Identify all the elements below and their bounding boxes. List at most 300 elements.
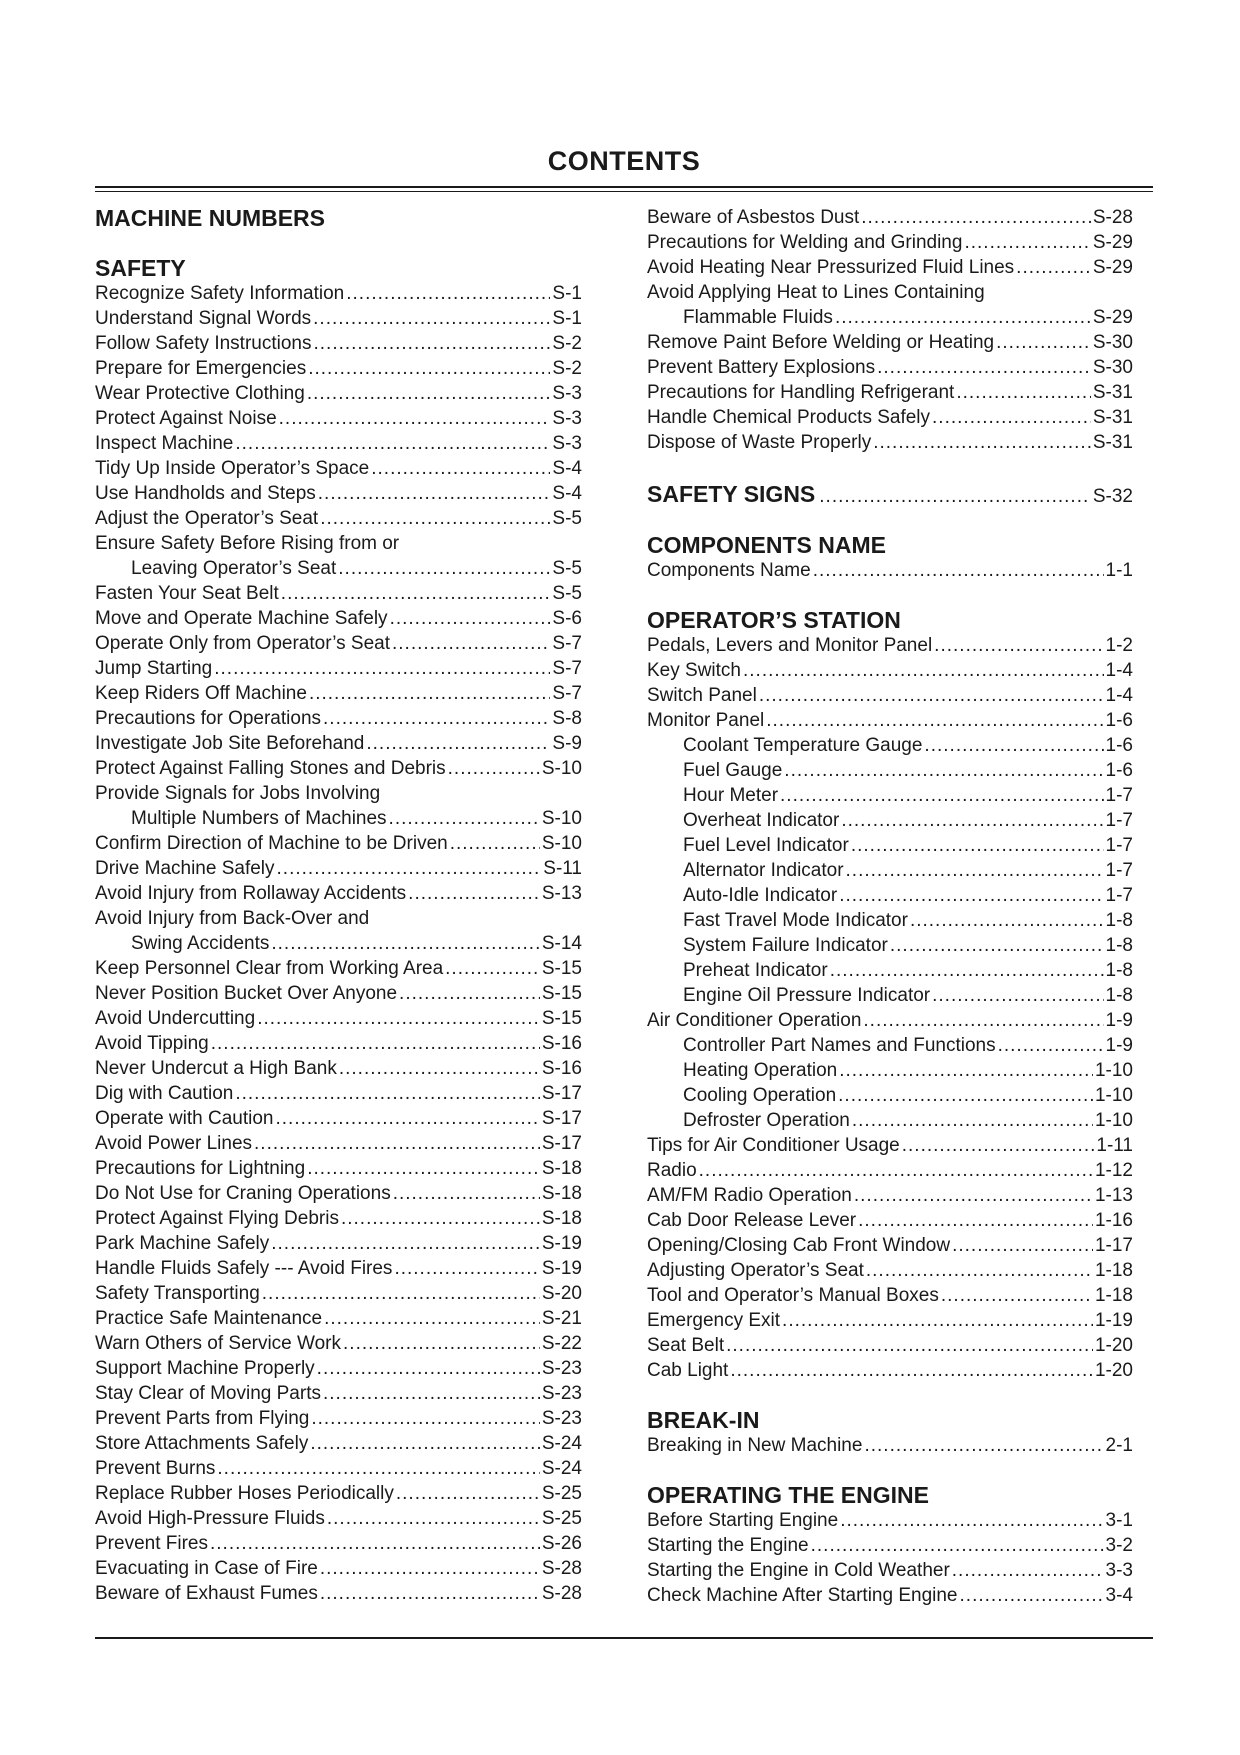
- page-number: S-29: [1092, 307, 1133, 328]
- toc-entry[interactable]: [647, 355, 1133, 380]
- toc-entry-label: Adjusting Operator’s Seat: [647, 1260, 864, 1281]
- toc-entry-label: Park Machine Safely: [95, 1233, 270, 1254]
- toc-entry[interactable]: [95, 806, 582, 831]
- top-rule-thin: [95, 191, 1153, 192]
- toc-entry[interactable]: [95, 406, 582, 431]
- section-heading-break-in[interactable]: BREAK-IN: [647, 1407, 760, 1433]
- page-number: 1-8: [1105, 935, 1133, 956]
- toc-entry[interactable]: [647, 405, 1133, 430]
- toc-entry[interactable]: [647, 1033, 1133, 1058]
- page-number: S-4: [552, 483, 582, 504]
- toc-entry[interactable]: [95, 956, 582, 981]
- section-heading-operators-station[interactable]: OPERATOR’S STATION: [647, 607, 901, 633]
- toc-entry-line[interactable]: [647, 280, 1133, 305]
- dot-leader: [394, 1256, 539, 1281]
- toc-entry[interactable]: [95, 731, 582, 756]
- toc-entry[interactable]: [95, 331, 582, 356]
- dot-leader: [839, 883, 1103, 908]
- left-column: [95, 205, 582, 1606]
- toc-entry[interactable]: [95, 856, 582, 881]
- dot-leader: [932, 983, 1103, 1008]
- dot-leader: [759, 683, 1104, 708]
- dot-leader: [726, 1333, 1093, 1358]
- toc-entry-label: Avoid Power Lines: [95, 1133, 253, 1154]
- page-number: S-16: [541, 1033, 582, 1054]
- page-number: S-21: [541, 1308, 582, 1329]
- dot-leader: [743, 658, 1104, 683]
- toc-entry-label: Ensure Safety Before Rising from or: [95, 533, 400, 554]
- toc-entry-label: Prevent Fires: [95, 1533, 208, 1554]
- dot-leader: [956, 380, 1091, 405]
- dot-leader: [277, 856, 542, 881]
- page-number: 1-7: [1105, 835, 1133, 856]
- toc-entry-label: Prepare for Emergencies: [95, 358, 307, 379]
- toc-entry[interactable]: [95, 706, 582, 731]
- toc-entry-label: Cab Light: [647, 1360, 729, 1381]
- toc-entry[interactable]: [647, 1058, 1133, 1083]
- toc-entry[interactable]: [647, 1158, 1133, 1183]
- toc-entry[interactable]: [647, 1358, 1133, 1383]
- toc-entry-line[interactable]: [95, 781, 582, 806]
- toc-entry-label: Avoid Injury from Rollaway Accidents: [95, 883, 407, 904]
- section-heading-machine-numbers[interactable]: MACHINE NUMBERS: [95, 205, 325, 231]
- toc-entry[interactable]: [95, 1531, 582, 1556]
- toc-entry-label: Provide Signals for Jobs Involving: [95, 783, 381, 804]
- toc-entry[interactable]: [95, 756, 582, 781]
- toc-entry-label: Starting the Engine in Cold Weather: [647, 1560, 950, 1581]
- toc-entry[interactable]: [647, 1233, 1133, 1258]
- toc-entry[interactable]: [95, 1556, 582, 1581]
- toc-entry[interactable]: [95, 1456, 582, 1481]
- dot-leader: [877, 355, 1091, 380]
- toc-entry[interactable]: [95, 431, 582, 456]
- toc-entry-label: Safety Transporting: [95, 1283, 260, 1304]
- toc-entry[interactable]: [647, 1433, 1133, 1458]
- toc-entry-label: Dispose of Waste Properly: [647, 432, 872, 453]
- toc-entry[interactable]: [95, 1006, 582, 1031]
- engine-toc-list: [647, 1508, 1133, 1608]
- toc-entry[interactable]: [95, 506, 582, 531]
- page-number: 1-10: [1094, 1085, 1133, 1106]
- toc-entry-label: Prevent Parts from Flying: [95, 1408, 310, 1429]
- toc-entry-label: Dig with Caution: [95, 1083, 234, 1104]
- toc-entry-label: Wear Protective Clothing: [95, 383, 305, 404]
- toc-entry[interactable]: [647, 255, 1133, 280]
- toc-entry-label: Starting the Engine: [647, 1535, 809, 1556]
- dot-leader: [210, 1531, 540, 1556]
- dot-leader: [323, 1381, 540, 1406]
- toc-entry[interactable]: [647, 883, 1133, 908]
- toc-entry[interactable]: [95, 1156, 582, 1181]
- toc-entry[interactable]: [95, 556, 582, 581]
- operator-toc-list: [647, 633, 1133, 1383]
- page-number: S-28: [541, 1558, 582, 1579]
- toc-entry[interactable]: [647, 1083, 1133, 1108]
- toc-entry[interactable]: [647, 783, 1133, 808]
- toc-entry-label: Cab Door Release Lever: [647, 1210, 857, 1231]
- page-number: S-31: [1092, 432, 1133, 453]
- toc-entry-label: Tool and Operator’s Manual Boxes: [647, 1285, 939, 1306]
- toc-entry[interactable]: [95, 1281, 582, 1306]
- page-number: S-25: [541, 1483, 582, 1504]
- toc-entry[interactable]: [95, 681, 582, 706]
- page-number: 1-8: [1105, 910, 1133, 931]
- toc-entry-label: Auto-Idle Indicator: [683, 885, 838, 906]
- toc-entry-label: Operate Only from Operator’s Seat: [95, 633, 390, 654]
- page-number: S-7: [552, 633, 582, 654]
- page-number: 1-17: [1094, 1235, 1133, 1256]
- toc-entry[interactable]: [647, 1008, 1133, 1033]
- toc-entry-label: Remove Paint Before Welding or Heating: [647, 332, 995, 353]
- page-number: 1-18: [1094, 1260, 1133, 1281]
- dot-leader: [835, 305, 1091, 330]
- toc-entry[interactable]: [95, 1256, 582, 1281]
- toc-entry[interactable]: [647, 683, 1133, 708]
- toc-entry-label: Flammable Fluids: [683, 307, 833, 328]
- toc-entry[interactable]: [647, 633, 1133, 658]
- dot-leader: [271, 931, 540, 956]
- section-heading-operating-the-engine[interactable]: OPERATING THE ENGINE: [647, 1482, 929, 1508]
- toc-entry-label: Recognize Safety Information: [95, 283, 345, 304]
- toc-entry[interactable]: [647, 1133, 1133, 1158]
- toc-entry-label: Precautions for Lightning: [95, 1158, 306, 1179]
- page-number: S-15: [541, 983, 582, 1004]
- toc-entry-label: Stay Clear of Moving Parts: [95, 1383, 321, 1404]
- page-number: S-23: [541, 1383, 582, 1404]
- toc-entry[interactable]: [95, 1431, 582, 1456]
- toc-entry-label: Use Handholds and Steps: [95, 483, 316, 504]
- toc-entry[interactable]: [95, 281, 582, 306]
- toc-entry-label: Hour Meter: [683, 785, 779, 806]
- toc-entry-label: Support Machine Properly: [95, 1358, 315, 1379]
- page-number: 3-2: [1105, 1535, 1133, 1556]
- toc-entry-label: Fast Travel Mode Indicator: [683, 910, 908, 931]
- toc-entry-label: Avoid Undercutting: [95, 1008, 256, 1029]
- page-number: S-20: [541, 1283, 582, 1304]
- toc-entry[interactable]: [95, 831, 582, 856]
- page-number: 1-13: [1094, 1185, 1133, 1206]
- dot-leader: [393, 1181, 540, 1206]
- toc-entry[interactable]: [647, 1183, 1133, 1208]
- page-number: S-3: [552, 383, 582, 404]
- dot-leader: [346, 281, 550, 306]
- page-number: S-28: [1092, 207, 1133, 228]
- toc-entry[interactable]: [647, 858, 1133, 883]
- page-number: 1-6: [1105, 710, 1133, 731]
- page-number: S-28: [541, 1583, 582, 1604]
- page-number: 1-6: [1105, 760, 1133, 781]
- page-number: 1-10: [1094, 1110, 1133, 1131]
- dot-leader: [317, 1356, 540, 1381]
- dot-leader: [864, 1433, 1103, 1458]
- toc-entry-label: Alternator Indicator: [683, 860, 844, 881]
- toc-entry[interactable]: [95, 581, 582, 606]
- page-number: 1-8: [1105, 960, 1133, 981]
- toc-entry-label: Tidy Up Inside Operator’s Space: [95, 458, 370, 479]
- toc-entry[interactable]: [95, 1481, 582, 1506]
- dot-leader: [323, 706, 550, 731]
- toc-entry[interactable]: [95, 1131, 582, 1156]
- dot-leader: [924, 733, 1103, 758]
- toc-entry[interactable]: [95, 1031, 582, 1056]
- page-number: S-25: [541, 1508, 582, 1529]
- toc-entry[interactable]: [647, 230, 1133, 255]
- toc-entry[interactable]: [647, 1283, 1133, 1308]
- toc-entry[interactable]: [647, 1258, 1133, 1283]
- toc-entry-label: Beware of Asbestos Dust: [647, 207, 860, 228]
- page-number: 1-4: [1105, 660, 1133, 681]
- page-number: S-30: [1092, 332, 1133, 353]
- toc-entry-label: Monitor Panel: [647, 710, 765, 731]
- dot-leader: [320, 1581, 540, 1606]
- dot-leader: [934, 633, 1103, 658]
- page-number: S-9: [552, 733, 582, 754]
- dot-leader: [840, 1508, 1103, 1533]
- dot-leader: [307, 381, 551, 406]
- page-number: S-26: [541, 1533, 582, 1554]
- dot-leader: [311, 1406, 540, 1431]
- toc-entry[interactable]: [95, 356, 582, 381]
- dot-leader: [320, 1556, 540, 1581]
- page-number: S-11: [543, 858, 582, 879]
- right-column: [647, 205, 1133, 1608]
- dot-leader: [341, 1206, 540, 1231]
- toc-entry[interactable]: [647, 708, 1133, 733]
- page-number: S-24: [541, 1433, 582, 1454]
- toc-entry[interactable]: [95, 1381, 582, 1406]
- page-number: 1-18: [1094, 1285, 1133, 1306]
- dot-leader: [960, 1583, 1104, 1608]
- toc-entry[interactable]: [95, 1306, 582, 1331]
- toc-entry[interactable]: [647, 558, 1133, 583]
- toc-entry[interactable]: [95, 1056, 582, 1081]
- toc-entry[interactable]: [647, 733, 1133, 758]
- dot-leader: [861, 205, 1091, 230]
- break-in-toc-list: [647, 1433, 1133, 1458]
- toc-entry[interactable]: [647, 958, 1133, 983]
- page-number: S-23: [541, 1408, 582, 1429]
- toc-entry[interactable]: [647, 758, 1133, 783]
- page-number: 1-20: [1094, 1335, 1133, 1356]
- toc-entry[interactable]: [647, 1583, 1133, 1608]
- toc-entry[interactable]: [95, 881, 582, 906]
- toc-entry-label: Cooling Operation: [683, 1085, 837, 1106]
- toc-entry-line[interactable]: [95, 906, 582, 931]
- toc-entry[interactable]: [95, 381, 582, 406]
- toc-entry[interactable]: [647, 1208, 1133, 1233]
- toc-entry[interactable]: [647, 933, 1133, 958]
- page-number: S-15: [541, 1008, 582, 1029]
- page-number: S-18: [541, 1183, 582, 1204]
- dot-leader: [998, 1033, 1104, 1058]
- toc-entry[interactable]: [647, 305, 1133, 330]
- toc-entry-label: Adjust the Operator’s Seat: [95, 508, 319, 529]
- toc-entry-label: Protect Against Noise: [95, 408, 277, 429]
- dot-leader: [784, 758, 1103, 783]
- toc-entry-label: Avoid Heating Near Pressurized Fluid Lines: [647, 257, 1015, 278]
- dot-leader: [308, 356, 550, 381]
- toc-entry-label: Fuel Level Indicator: [683, 835, 849, 856]
- toc-entry-label: Handle Fluids Safely --- Avoid Fires: [95, 1258, 393, 1279]
- toc-entry[interactable]: [95, 1506, 582, 1531]
- page-number: 1-9: [1105, 1035, 1133, 1056]
- toc-entry[interactable]: [647, 430, 1133, 455]
- toc-entry-label: Precautions for Welding and Grinding: [647, 232, 963, 253]
- toc-entry[interactable]: [647, 658, 1133, 683]
- toc-entry[interactable]: [647, 330, 1133, 355]
- toc-entry-label: AM/FM Radio Operation: [647, 1185, 852, 1206]
- toc-entry[interactable]: [647, 908, 1133, 933]
- toc-entry[interactable]: [647, 808, 1133, 833]
- page-number: S-29: [1092, 232, 1133, 253]
- dot-leader: [399, 981, 540, 1006]
- page-number: S-10: [541, 758, 582, 779]
- toc-entry-label: Air Conditioner Operation: [647, 1010, 862, 1031]
- dot-leader: [852, 1108, 1093, 1133]
- dot-leader: [366, 731, 550, 756]
- toc-entry[interactable]: [95, 1181, 582, 1206]
- toc-entry-label: Never Undercut a High Bank: [95, 1058, 337, 1079]
- toc-entry[interactable]: [95, 1406, 582, 1431]
- page-title: CONTENTS: [547, 146, 701, 176]
- dot-leader: [279, 406, 551, 431]
- section-heading-components-name[interactable]: COMPONENTS NAME: [647, 532, 886, 558]
- toc-entry[interactable]: [95, 606, 582, 631]
- toc-entry[interactable]: [647, 1533, 1133, 1558]
- dot-leader: [932, 405, 1091, 430]
- toc-entry[interactable]: [95, 656, 582, 681]
- page-number: S-15: [541, 958, 582, 979]
- dot-leader: [211, 1031, 540, 1056]
- page-number: 3-1: [1105, 1510, 1133, 1531]
- toc-entry-label: Drive Machine Safely: [95, 858, 275, 879]
- toc-entry[interactable]: [647, 983, 1133, 1008]
- page-number: 1-9: [1105, 1010, 1133, 1031]
- toc-entry-label: Overheat Indicator: [683, 810, 840, 831]
- toc-entry[interactable]: [647, 1333, 1133, 1358]
- toc-entry[interactable]: [95, 1356, 582, 1381]
- page-number: S-14: [541, 933, 582, 954]
- page-number: S-31: [1092, 382, 1133, 403]
- dot-leader: [313, 306, 550, 331]
- toc-entry-label: Breaking in New Machine: [647, 1435, 863, 1456]
- toc-entry[interactable]: [95, 456, 582, 481]
- page-number: S-8: [552, 708, 582, 729]
- page-number: S-1: [552, 283, 582, 304]
- toc-entry[interactable]: [647, 380, 1133, 405]
- toc-entry-label: Jump Starting: [95, 658, 213, 679]
- toc-entry[interactable]: [95, 631, 582, 656]
- toc-entry-label: Warn Others of Service Work: [95, 1333, 342, 1354]
- dot-leader: [235, 431, 550, 456]
- page-number: 1-2: [1105, 635, 1133, 656]
- toc-entry[interactable]: [647, 1508, 1133, 1533]
- page-number: 2-1: [1105, 1435, 1133, 1456]
- toc-entry[interactable]: [647, 1308, 1133, 1333]
- toc-entry-label: Store Attachments Safely: [95, 1433, 309, 1454]
- toc-entry[interactable]: [95, 481, 582, 506]
- page-number: S-19: [541, 1233, 582, 1254]
- toc-entry-label: Protect Against Falling Stones and Debris: [95, 758, 446, 779]
- dot-leader: [320, 506, 550, 531]
- toc-entry-label: Operate with Caution: [95, 1108, 274, 1129]
- toc-entry[interactable]: [95, 1581, 582, 1606]
- page-number: S-5: [552, 583, 582, 604]
- toc-entry-label: Multiple Numbers of Machines: [131, 808, 387, 829]
- toc-entry-label: Avoid Tipping: [95, 1033, 209, 1054]
- dot-leader: [327, 1506, 540, 1531]
- toc-entry-label: Heating Operation: [683, 1060, 838, 1081]
- dot-leader: [313, 331, 550, 356]
- top-rule: [95, 186, 1153, 188]
- toc-entry[interactable]: [647, 833, 1133, 858]
- toc-entry-label: Leaving Operator’s Seat: [131, 558, 337, 579]
- toc-entry[interactable]: [95, 306, 582, 331]
- page-number: S-31: [1092, 407, 1133, 428]
- toc-entry[interactable]: [95, 1331, 582, 1356]
- dot-leader: [408, 881, 540, 906]
- page-number: S-17: [541, 1133, 582, 1154]
- section-heading-safety[interactable]: SAFETY: [95, 255, 186, 281]
- toc-entry[interactable]: [95, 1081, 582, 1106]
- dot-leader: [866, 1258, 1093, 1283]
- dot-leader: [445, 956, 540, 981]
- toc-entry-label: Components Name: [647, 560, 811, 581]
- dot-leader: [811, 1533, 1104, 1558]
- page-number: 1-8: [1105, 985, 1133, 1006]
- dot-leader: [952, 1558, 1104, 1583]
- toc-entry[interactable]: [95, 1206, 582, 1231]
- dot-leader: [858, 1208, 1093, 1233]
- toc-entry-label: Controller Part Names and Functions: [683, 1035, 996, 1056]
- toc-entry-label: Engine Oil Pressure Indicator: [683, 985, 931, 1006]
- page-number: 1-1: [1105, 560, 1133, 581]
- page-number: 3-4: [1105, 1585, 1133, 1606]
- dot-leader: [819, 483, 1089, 511]
- page-number: 3-3: [1105, 1560, 1133, 1581]
- toc-entry[interactable]: [95, 1106, 582, 1131]
- page-number: S-17: [541, 1108, 582, 1129]
- dot-leader: [390, 606, 551, 631]
- toc-entry-label: Key Switch: [647, 660, 741, 681]
- toc-entry[interactable]: [647, 1558, 1133, 1583]
- dot-leader: [450, 831, 540, 856]
- dot-leader: [310, 1431, 540, 1456]
- page-number: S-4: [552, 458, 582, 479]
- page-number: 1-4: [1105, 685, 1133, 706]
- dot-leader: [839, 1058, 1093, 1083]
- toc-entry[interactable]: [95, 931, 582, 956]
- page-number: S-17: [541, 1083, 582, 1104]
- dot-leader: [782, 1308, 1093, 1333]
- toc-entry-line[interactable]: [95, 531, 582, 556]
- toc-entry[interactable]: [95, 1231, 582, 1256]
- toc-entry[interactable]: [647, 205, 1133, 230]
- page-number: S-2: [552, 358, 582, 379]
- page-number: 1-19: [1094, 1310, 1133, 1331]
- dot-leader: [281, 581, 551, 606]
- toc-entry[interactable]: [95, 981, 582, 1006]
- dot-leader: [257, 1006, 540, 1031]
- page-number: 1-12: [1094, 1160, 1133, 1181]
- page-number: S-3: [552, 408, 582, 429]
- dot-leader: [941, 1283, 1093, 1308]
- toc-entry-label: Fuel Gauge: [683, 760, 783, 781]
- toc-entry-safety-signs[interactable]: [647, 480, 1133, 508]
- toc-entry[interactable]: [647, 1108, 1133, 1133]
- toc-entry-label: Practice Safe Maintenance: [95, 1308, 323, 1329]
- toc-entry-label: Investigate Job Site Beforehand: [95, 733, 365, 754]
